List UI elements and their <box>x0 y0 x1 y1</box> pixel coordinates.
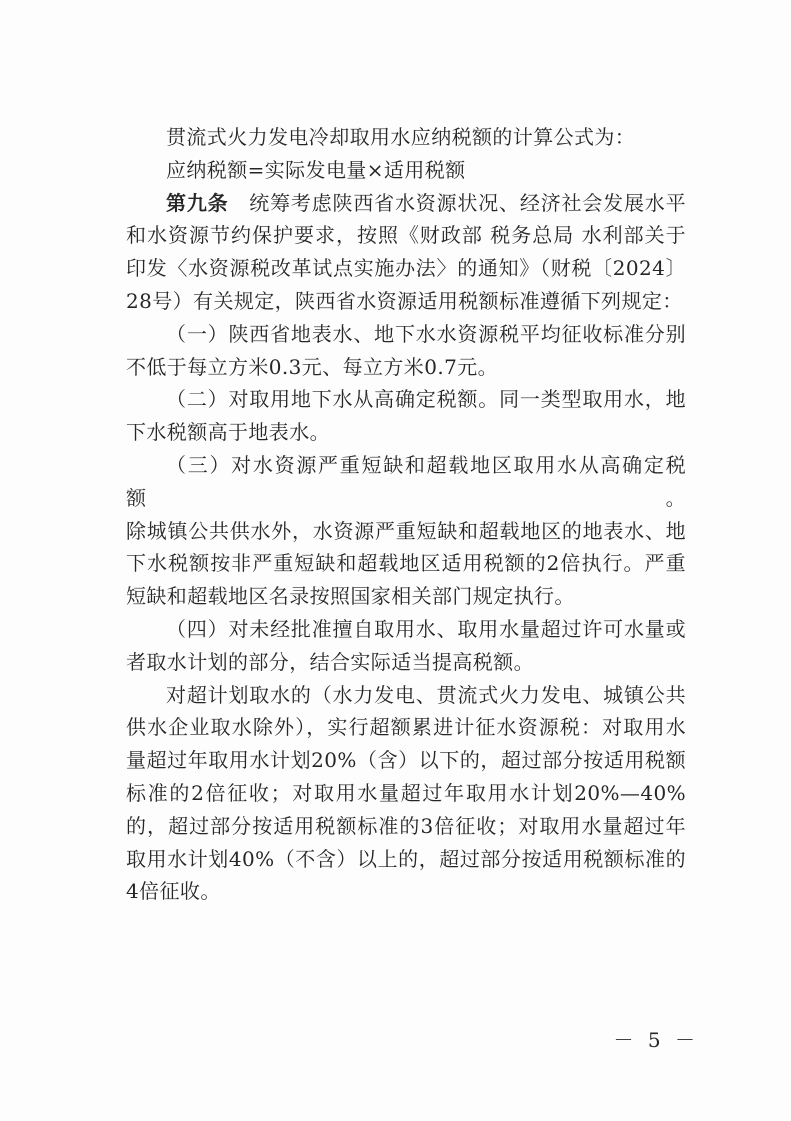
page-number: － 5 － <box>613 1028 699 1052</box>
paragraph-formula: 应纳税额=实际发电量×适用税额 <box>166 157 466 182</box>
paragraph-article-9: 第九条 统筹考虑陕西省水资源状况、经济社会发展水平和水资源节约保护要求，按照《财政部 税务总局 水利部关于印发〈水资源税改革试点实施办法〉的通知》（财税〔2024〕28号）有关规定，陕西省水资源适用税额标准遵循下列规定： <box>126 190 686 313</box>
paragraph-item-1: （一）陕西省地表水、地下水水资源税平均征收标准分别不低于每立方米0.3元、每立方米0.7元。 <box>126 321 686 379</box>
paragraph-formula-intro: 贯流式火力发电冷却取用水应纳税额的计算公式为： <box>166 125 636 149</box>
paragraph-item-3-detail: 除城镇公共供水外，水资源严重短缺和超载地区的地表水、地下水税额按非严重短缺和超载地区适用税额的2倍执行。严重短缺和超载地区名录按照国家相关部门规定执行。 <box>126 518 686 609</box>
document-body <box>126 121 686 908</box>
paragraph-item-4: （四）对未经批准擅自取用水、取用水量超过许可水量或者取水计划的部分，结合实际适当提高税额。 <box>126 616 686 674</box>
paragraph-item-2: （二）对取用地下水从高确定税额。同一类型取用水，地下水税额高于地表水。 <box>126 387 686 445</box>
paragraph-over-plan: 对超计划取水的（水力发电、贯流式火力发电、城镇公共供水企业取水除外），实行超额累进计征水资源税：对取用水量超过年取用水计划20%（含）以下的，超过部分按适用税额标准的2倍征收；对取用水量超过年取用水计划20%—40%的，超过部分按适用税额标准的3倍征收；对取用水量超过年取用水计划40%（不含）以上的，超过部分按适用税额标准的4倍征收。 <box>126 682 686 904</box>
article-heading: 第九条 <box>166 190 229 215</box>
paragraph-item-3: （三）对水资源严重短缺和超载地区取用水从高确定税额。 <box>126 452 686 510</box>
